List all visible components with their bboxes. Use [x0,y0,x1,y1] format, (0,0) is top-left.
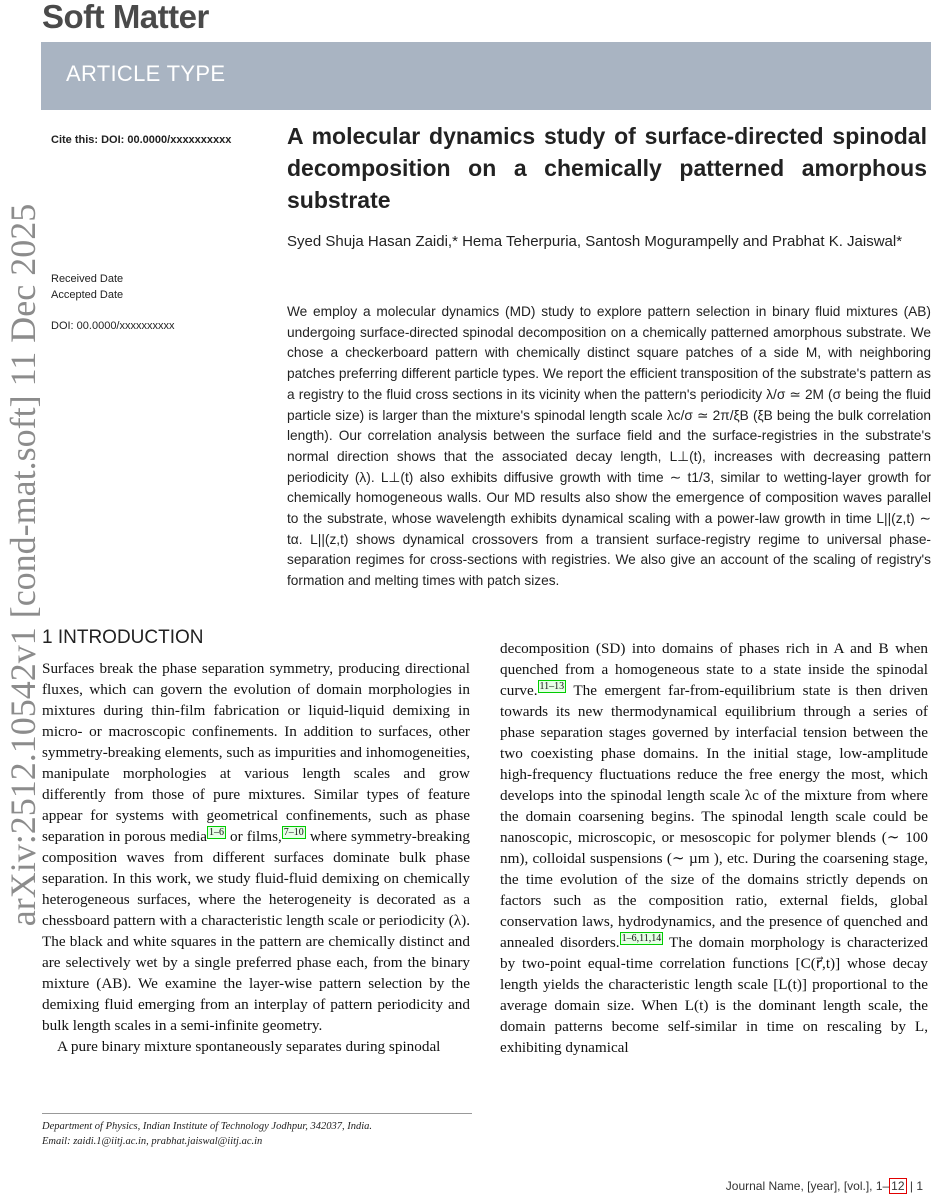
received-date: Received Date [51,273,124,285]
affiliation-footnote [42,1119,482,1149]
right-column [500,638,928,1058]
author-list: Syed Shuja Hasan Zaidi,* Hema Teherpuria, Santosh Mogurampelly and Prabhat K. Jaiswal* [287,233,903,250]
footer-suffix: | 1 [906,1179,923,1193]
intro-paragraph-2: A pure binary mixture spontaneously separates during spinodal [57,1038,441,1055]
arxiv-stamp[interactable]: arXiv:2512.10542v1 [cond-mat.soft] 11 Dec 2025 [3,203,43,927]
intro-paragraph-3 [500,638,928,1058]
cite-this: Cite this: DOI: 00.0000/xxxxxxxxxx [51,134,232,146]
intro-text: or films, [225,828,282,845]
article-type-label: ARTICLE TYPE [66,61,226,86]
intro-text: Surfaces break the phase separation symmetry, producing directional fluxes, which can govern the evolution of domain morphologies in mixtures during thin-film fabrication or liquid-liquid demixing in micro- or macroscopic confinements. In addition to surfaces, other symmetry-breaking elements, such as impurities and inhomogeneities, manipulate morphologies at various length scales and grow differently from those of pure mixtures. Similar types of feature appear for systems with geometrical confinements, such as phase separation in porous media [42,660,470,845]
intro-text: The domain morphology is characterized by two-point equal-time correlation functions [C(r⃗,t)] whose decay length yields the characteristic length scale [L(t)] proportional to the average domain size. When L(t) is the dominant length scale, the domain patterns become self-similar in time on rescaling by L, exhibiting dynamical [500,934,928,1056]
citation-link[interactable]: 1–6,11,14 [621,932,662,944]
journal-name: Soft Matter [42,0,209,35]
footnote-divider [42,1113,472,1114]
affiliation-line: Department of Physics, Indian Institute of Technology Jodhpur, 342037, India. [42,1121,373,1132]
intro-text: where symmetry-breaking composition waves from different surfaces dominate bulk phase separation. In this work, we study fluid-fluid demixing on chemically heterogeneous surfaces, where the heterogeneity is decorated as a chessboard pattern with a characteristic length scale or periodicity (λ). The black and white squares in the pattern are chemically distinct and are selectively wet by a single preferred phase each, from the binary mixture (AB). We examine the layer-wise pattern selection by the demixing fluid emerging from an interplay of pattern periodicity and bulk length scales in a semi-infinite geometry. [42,828,470,1034]
abstract-text: We employ a molecular dynamics (MD) study to explore pattern selection in binary fluid mixtures (AB) undergoing surface-directed spinodal decomposition on a chemically patterned amorphous substrate. We chose a checkerboard pattern with chemically distinct square patches of a side M, with neighboring patches preferring different particle types. We report the efficient transposition of the substrate's pattern as a registry to the fluid cross sections in its vicinity when the pattern's periodicity λ/σ ≃ 2M (σ being the fluid particle size) is larger than the mixture's spinodal length scale λc/σ ≃ 2π/ξB (ξB being the bulk correlation length). Our correlation analysis between the surface field and the surface-registries in the substrate's normal direction shows that the associated decay length, L⊥(t), increases with decreasing pattern periodicity (λ). L⊥(t) also exhibits diffusive growth with time ∼ t1/3, similar to wetting-layer growth for chemically homogeneous walls. Our MD results also show the emergence of composition waves parallel to the substrate, whose wavelength exhibits dynamical scaling with a power-law growth in time L||(z,t) ∼ tα. L||(z,t) shows dynamical crossovers from a transient surface-registry regime to universal phase-separation regimes for cross-sections with registries. We also give an account of the scaling of registry's formation and melting times with patch sizes. [287,304,931,589]
abstract [287,302,931,592]
accepted-date: Accepted Date [51,289,124,301]
footer-prefix: Journal Name, [year], [vol.], 1– [725,1179,890,1193]
citation-link[interactable]: 1–6 [208,826,224,838]
paper-title: A molecular dynamics study of surface-directed spinodal decomposition on a chemically patterned amorphous substrate [287,123,927,213]
intro-paragraph-1 [42,658,470,1036]
left-column [42,658,470,1057]
intro-text: decomposition (SD) into domains of phases rich in A and B when quenched from a homogeneous state to a state inside the spinodal curve. [500,640,928,699]
intro-text: The emergent far-from-equilibrium state is then driven towards its new thermodynamical equilibrium through a series of phase separation stages governed by interfacial tension between the two coexisting phase domains. In the initial stage, low-amplitude high-frequency fluctuations reduce the free energy the most, which develops into the spinodal length scale λc of the mixture from where the domain coarsening begins. The spinodal length scale could be nanoscopic, microscopic, or mesoscopic for polymer blends (∼ 100 nm), colloidal suspensions (∼ µm ), etc. During the coarsening stage, the time evolution of the size of the domains strictly depends on factors such as the composition ratio, external fields, global conservation laws, hydrodynamics, and the presence of quenched and annealed disorders. [500,682,928,951]
page-footer [726,1179,923,1193]
article-type-banner [41,42,931,110]
citation-link[interactable]: 11–13 [539,680,565,692]
section-heading-introduction: 1 INTRODUCTION [42,627,204,648]
email-line: Email: zaidi.1@iitj.ac.in, prabhat.jaiswal@iitj.ac.in [42,1136,263,1147]
last-page-link[interactable]: 12 [891,1179,905,1193]
doi: DOI: 00.0000/xxxxxxxxxx [51,320,175,332]
citation-link[interactable]: 7–10 [283,826,304,838]
